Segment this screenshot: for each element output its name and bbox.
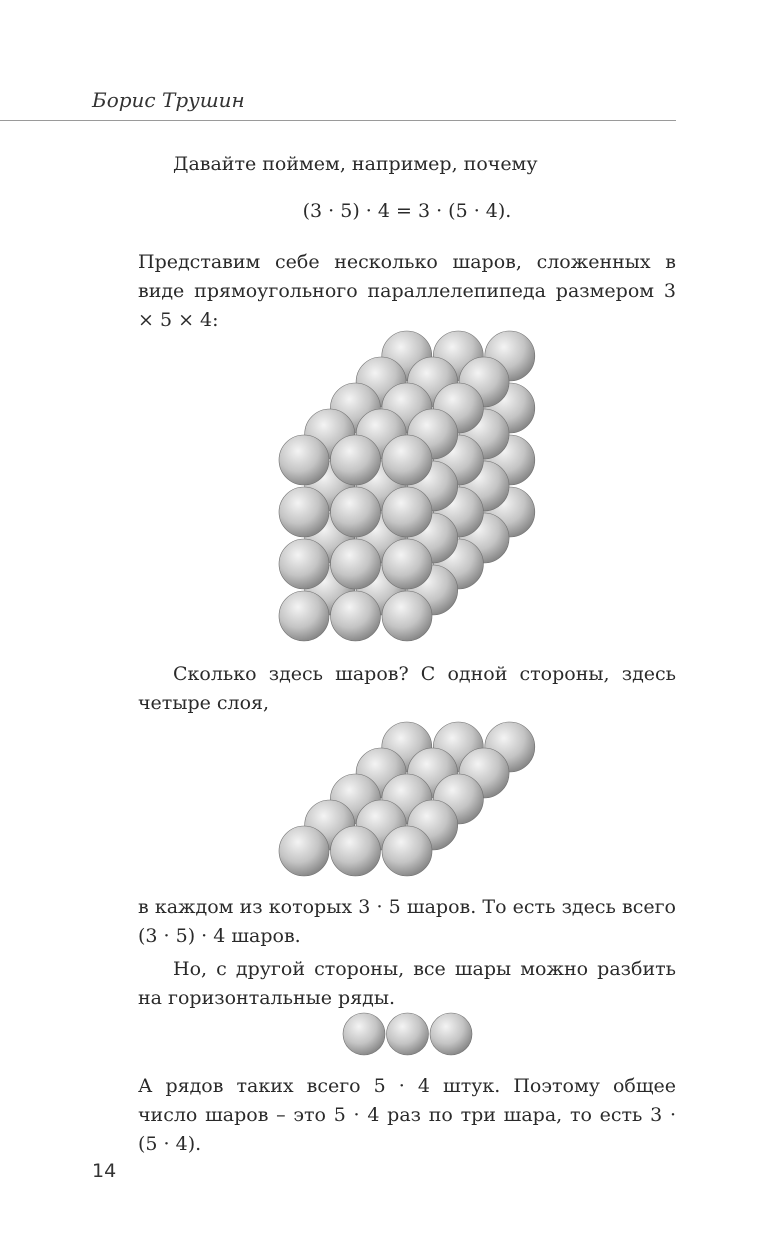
figure-single-layer-3x5 <box>279 722 535 876</box>
sphere <box>382 435 432 485</box>
sphere <box>430 1013 472 1055</box>
sphere <box>331 435 381 485</box>
sphere <box>387 1013 429 1055</box>
figure-box-3x5x4 <box>279 331 535 641</box>
paragraph-rows: Но, с другой стороны, все шары можно разбить на горизонтальные ряды. <box>138 958 676 1009</box>
paragraph-layer-count: в каждом из которых 3 · 5 шаров. То есть здесь всего (3 · 5) · 4 шаров. <box>138 896 676 947</box>
sphere <box>279 826 329 876</box>
paragraph-conclusion: А рядов таких всего 5 · 4 штук. Поэтому общее число шаров – это 5 · 4 раз по три шара, то есть 3 · (5 · 4). <box>138 1075 676 1155</box>
running-header-author: Борис Трушин <box>92 88 245 112</box>
sphere <box>382 591 432 641</box>
sphere <box>331 826 381 876</box>
sphere <box>279 591 329 641</box>
paragraph-intro: Давайте поймем, например, почему <box>173 153 538 175</box>
sphere <box>279 539 329 589</box>
sphere <box>382 487 432 537</box>
sphere <box>331 591 381 641</box>
sphere <box>279 435 329 485</box>
sphere <box>382 539 432 589</box>
sphere <box>331 539 381 589</box>
figure-row-of-3 <box>343 1013 472 1055</box>
sphere <box>279 487 329 537</box>
page-number: 14 <box>92 1160 117 1182</box>
paragraph-question-layers: Сколько здесь шаров? С одной стороны, здесь четыре слоя, <box>138 663 676 714</box>
formula-associativity: (3 · 5) · 4 = 3 · (5 · 4). <box>302 200 512 222</box>
paragraph-box-description: Представим себе несколько шаров, сложенных в виде прямоугольного параллелепипеда размером 3 × 5 × 4: <box>138 251 676 331</box>
sphere <box>343 1013 385 1055</box>
sphere <box>331 487 381 537</box>
sphere <box>382 826 432 876</box>
